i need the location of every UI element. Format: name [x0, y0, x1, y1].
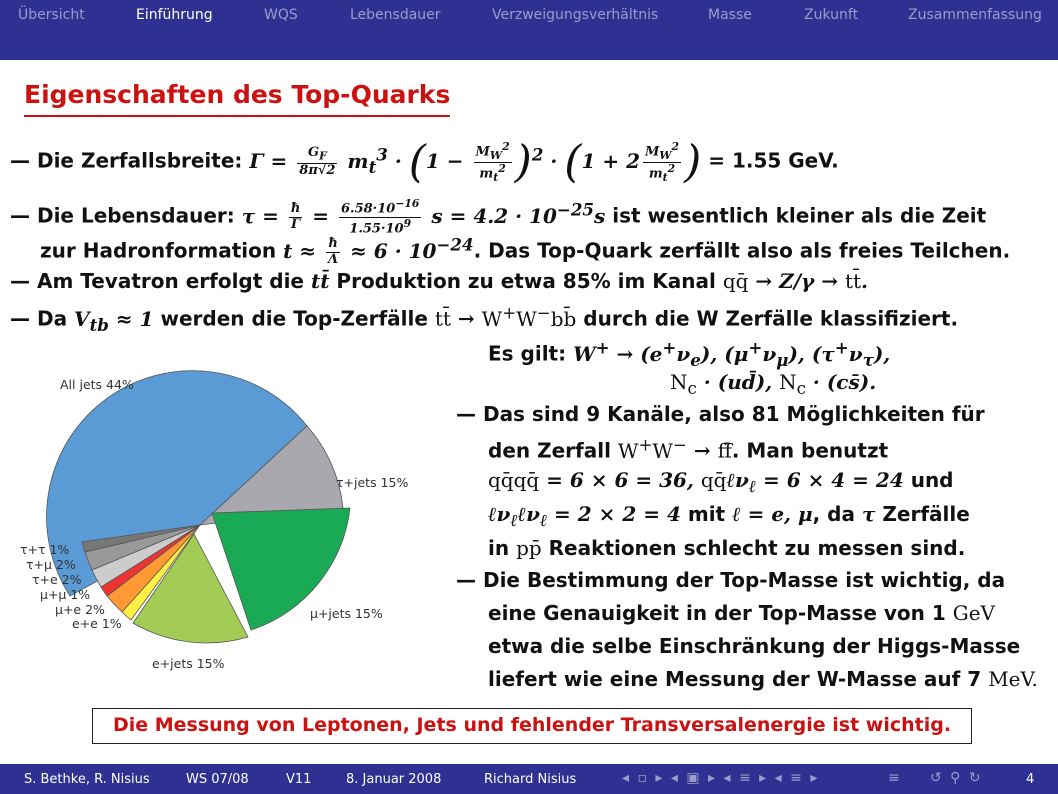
w-decay-quark-formula: $N_c$ · (ud̄), $N_c$ · (cs̄).: [670, 370, 877, 398]
lepton-counting-line: [488, 502, 970, 531]
pie-svg: [0, 360, 450, 690]
top-navigation: [0, 0, 1058, 60]
w-decay-line: [488, 337, 890, 370]
gev-unit: GeV: [952, 601, 995, 625]
ww-to-ff-formula: W+W− → ff̄: [617, 435, 732, 463]
lifetime-label: — Die Lebensdauer:: [10, 203, 235, 228]
pie-label-e-jets: e+jets 15%: [152, 656, 225, 671]
footer-term: WS 07/08: [186, 772, 249, 787]
nav-zukunft[interactable]: Zukunft: [804, 7, 859, 23]
decay-use-rest: . Man benutzt: [731, 438, 889, 463]
vtb-label: — Da: [10, 306, 68, 331]
ppbar-label: in: [488, 536, 510, 560]
pie-label-mu-e: μ+e 2%: [55, 602, 105, 617]
ttbar-symbol: tt̄: [310, 269, 330, 293]
nav-einfuehrung[interactable]: Einführung: [136, 7, 213, 23]
lepton-counting-rest: , da: [812, 502, 855, 526]
pie-label-tau-jets: τ+jets 15%: [336, 475, 409, 490]
tau-symbol: τ: [861, 502, 876, 526]
higgs-line: etwa die selbe Einschränkung der Higgs-Masse: [488, 634, 1021, 658]
vtb-line: [10, 303, 958, 335]
mev-unit: MeV.: [988, 667, 1038, 691]
decay-width-formula: Γ = $\frac{G_F}{8\pi√2}$ $m_t^3 \cdot (1$ − $\frac{M_W^2}{m_t^2}$ )$^2$ · (1 + 2 $\frac{M_W^2}{m_t^2}$ ): [249, 136, 702, 187]
vtb-formula: $V_{tb} \approx 1$: [74, 306, 154, 335]
footer-lecture: V11: [286, 772, 312, 787]
w-decay-quark-line: [670, 370, 876, 398]
decay-use-line: [488, 435, 888, 463]
decay-width-label: — Die Zerfallsbreite:: [10, 148, 243, 173]
nav-uebersicht[interactable]: Übersicht: [18, 7, 85, 23]
hadronisation-rest: . Das Top-Quark zerfällt also als freies Teilchen.: [473, 238, 1011, 263]
pie-label-tau-e: τ+e 2%: [32, 572, 82, 587]
footer-page-number: 4: [1026, 772, 1035, 787]
tevatron-line: [10, 269, 868, 293]
footer-date: 8. Januar 2008: [346, 772, 442, 787]
nav-section-icon[interactable]: ≡: [888, 770, 902, 786]
pie-label-e-e: e+e 1%: [72, 616, 122, 631]
slide-title: Eigenschaften des Top-Quarks: [24, 80, 451, 109]
hadronisation-line: [40, 234, 1010, 267]
pie-label-tau-tau: τ+τ 1%: [20, 542, 70, 557]
top-decay-formula: tt̄ → W+W−bb̄: [434, 303, 577, 331]
channels-line: — Das sind 9 Kanäle, also 81 Möglichkeiten für: [456, 402, 985, 426]
nav-frame-icons[interactable]: ◂ ▫ ▸ ◂ ▣ ▸ ◂ ≡ ▸ ◂ ≡ ▸: [622, 770, 820, 786]
lepton-counting-end: Zerfälle: [882, 502, 970, 526]
title-underline: [24, 115, 450, 117]
nav-zusammenfassung[interactable]: Zusammenfassung: [908, 7, 1042, 23]
lepton-counting-formula: ℓν$_\ell$ℓν$_\ell$ = 2 × 2 = 4 mit ℓ = e, μ: [488, 502, 813, 530]
decay-use-label: den Zerfall: [488, 438, 611, 463]
footer-speaker: Richard Nisius: [484, 772, 577, 787]
nav-verzweigungsverhaeltnis[interactable]: Verzweigungsverhältnis: [492, 7, 659, 23]
nav-lebensdauer[interactable]: Lebensdauer: [350, 7, 441, 23]
tevatron-channel: qq̄ → Z/γ → tt̄.: [722, 269, 868, 293]
vtb-mid: werden die Top-Zerfälle: [160, 306, 428, 331]
hadronisation-label: zur Hadronformation: [40, 238, 277, 263]
vtb-rest: durch die W Zerfälle klassifiziert.: [583, 306, 959, 331]
lifetime-line: [10, 198, 986, 236]
hadronisation-formula: t ≈ $\frac{ħ}{\Lambda}$ ≈ $6 \cdot 10^{-24}$: [283, 234, 474, 267]
w-mass-line: [488, 667, 1038, 691]
nav-wqs[interactable]: WQS: [264, 7, 298, 23]
counting-line: [488, 468, 954, 497]
decay-width-line: [10, 136, 839, 187]
counting-rest: und: [910, 468, 954, 492]
tevatron-label: — Am Tevatron erfolgt die: [10, 269, 304, 293]
w-decay-formula: $W^+ \to (e^+\nu_e)$, $(\mu^+\nu_\mu)$, $(\tau^+\nu_\tau)$,: [573, 337, 891, 370]
pie-label-mu-jets: μ+jets 15%: [310, 606, 383, 621]
w-mass-text: liefert wie eine Messung der W-Masse auf 7: [488, 667, 982, 691]
ppbar-line: [488, 536, 965, 560]
footer-authors: S. Bethke, R. Nisius: [24, 772, 150, 787]
pie-label-tau-mu: τ+μ 2%: [26, 557, 76, 572]
nav-search-icons[interactable]: ↺ ⚲ ↻: [930, 770, 983, 786]
ppbar-rest: Reaktionen schlecht zu messen sind.: [548, 536, 966, 560]
mass-precision-line: [488, 601, 995, 625]
decay-width-result: = 1.55 GeV.: [708, 148, 839, 173]
lifetime-rest: ist wesentlich kleiner als die Zeit: [612, 203, 987, 228]
lifetime-formula: τ = $\frac{ħ}{\Gamma}$ = $\frac{6.58\cdot 10^{-16}}{1.55\cdot 10^9}$ $s = 4.2 \cdot 10^{-25}s$: [241, 197, 606, 236]
summary-box: Die Messung von Leptonen, Jets und fehlender Transversalenergie ist wichtig.: [92, 708, 972, 744]
pie-label-all-jets: All jets 44%: [60, 377, 134, 392]
mass-precision-text: eine Genauigkeit in der Top-Masse von 1: [488, 601, 946, 625]
tevatron-mid: Produktion zu etwa 85% im Kanal: [336, 269, 716, 293]
decay-channel-pie: [0, 360, 450, 690]
w-decay-label: Es gilt:: [488, 341, 567, 366]
mass-importance-line: — Die Bestimmung der Top-Masse ist wichtig, da: [456, 568, 1006, 592]
ppbar-symbol: pp̄: [516, 536, 542, 560]
pie-label-mu-mu: μ+μ 1%: [40, 587, 91, 602]
counting-formula: qq̄qq̄ = 6 × 6 = 36, qq̄ℓν$_\ell$ = 6 × 4 = 24: [488, 468, 904, 496]
footer-bar: [0, 764, 1058, 794]
nav-masse[interactable]: Masse: [708, 7, 752, 23]
